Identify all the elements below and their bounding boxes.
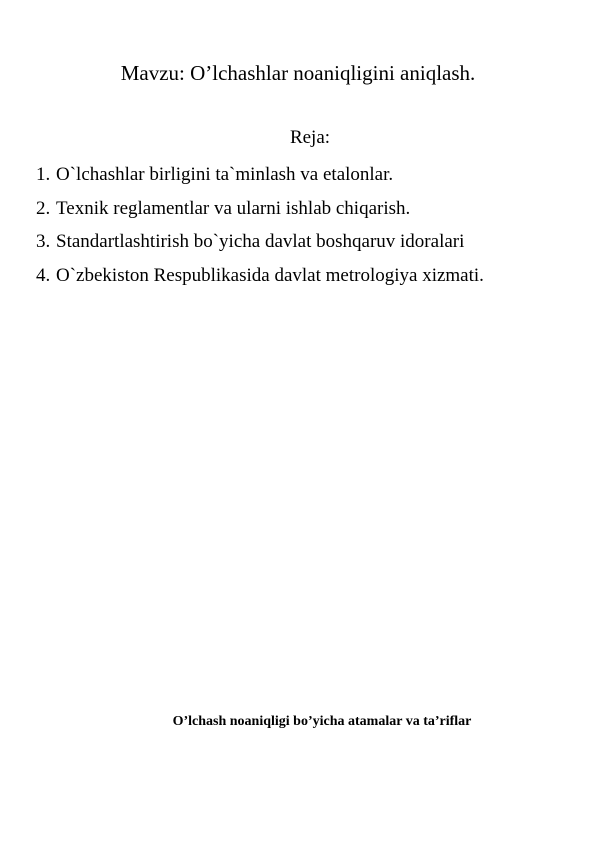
section-heading: O’lchash noaniqligi bo’yicha atamalar va ta’riflar	[172, 714, 472, 729]
plan-item-number: 4.	[36, 264, 51, 286]
plan-item	[36, 264, 484, 288]
plan-item	[36, 163, 484, 187]
plan-item-number: 1.	[36, 164, 51, 185]
plan-item	[36, 230, 484, 254]
plan-item-text: O`zbekiston Respublikasida davlat metrologiya xizmati.	[56, 264, 484, 286]
plan-item-text: Standartlashtirish bo`yicha davlat boshqaruv idoralari	[56, 231, 465, 252]
plan-heading: Reja:	[289, 127, 331, 148]
plan-item-number: 3.	[36, 231, 51, 252]
plan-item	[36, 197, 484, 221]
plan-list	[36, 163, 484, 297]
plan-item-text: O`lchashlar birligini ta`minlash va etalonlar.	[56, 164, 394, 185]
document-title: Mavzu: O’lchashlar noaniqligini aniqlash.	[120, 61, 476, 85]
plan-item-text: Texnik reglamentlar va ularni ishlab chiqarish.	[56, 197, 411, 219]
plan-item-number: 2.	[36, 197, 51, 219]
